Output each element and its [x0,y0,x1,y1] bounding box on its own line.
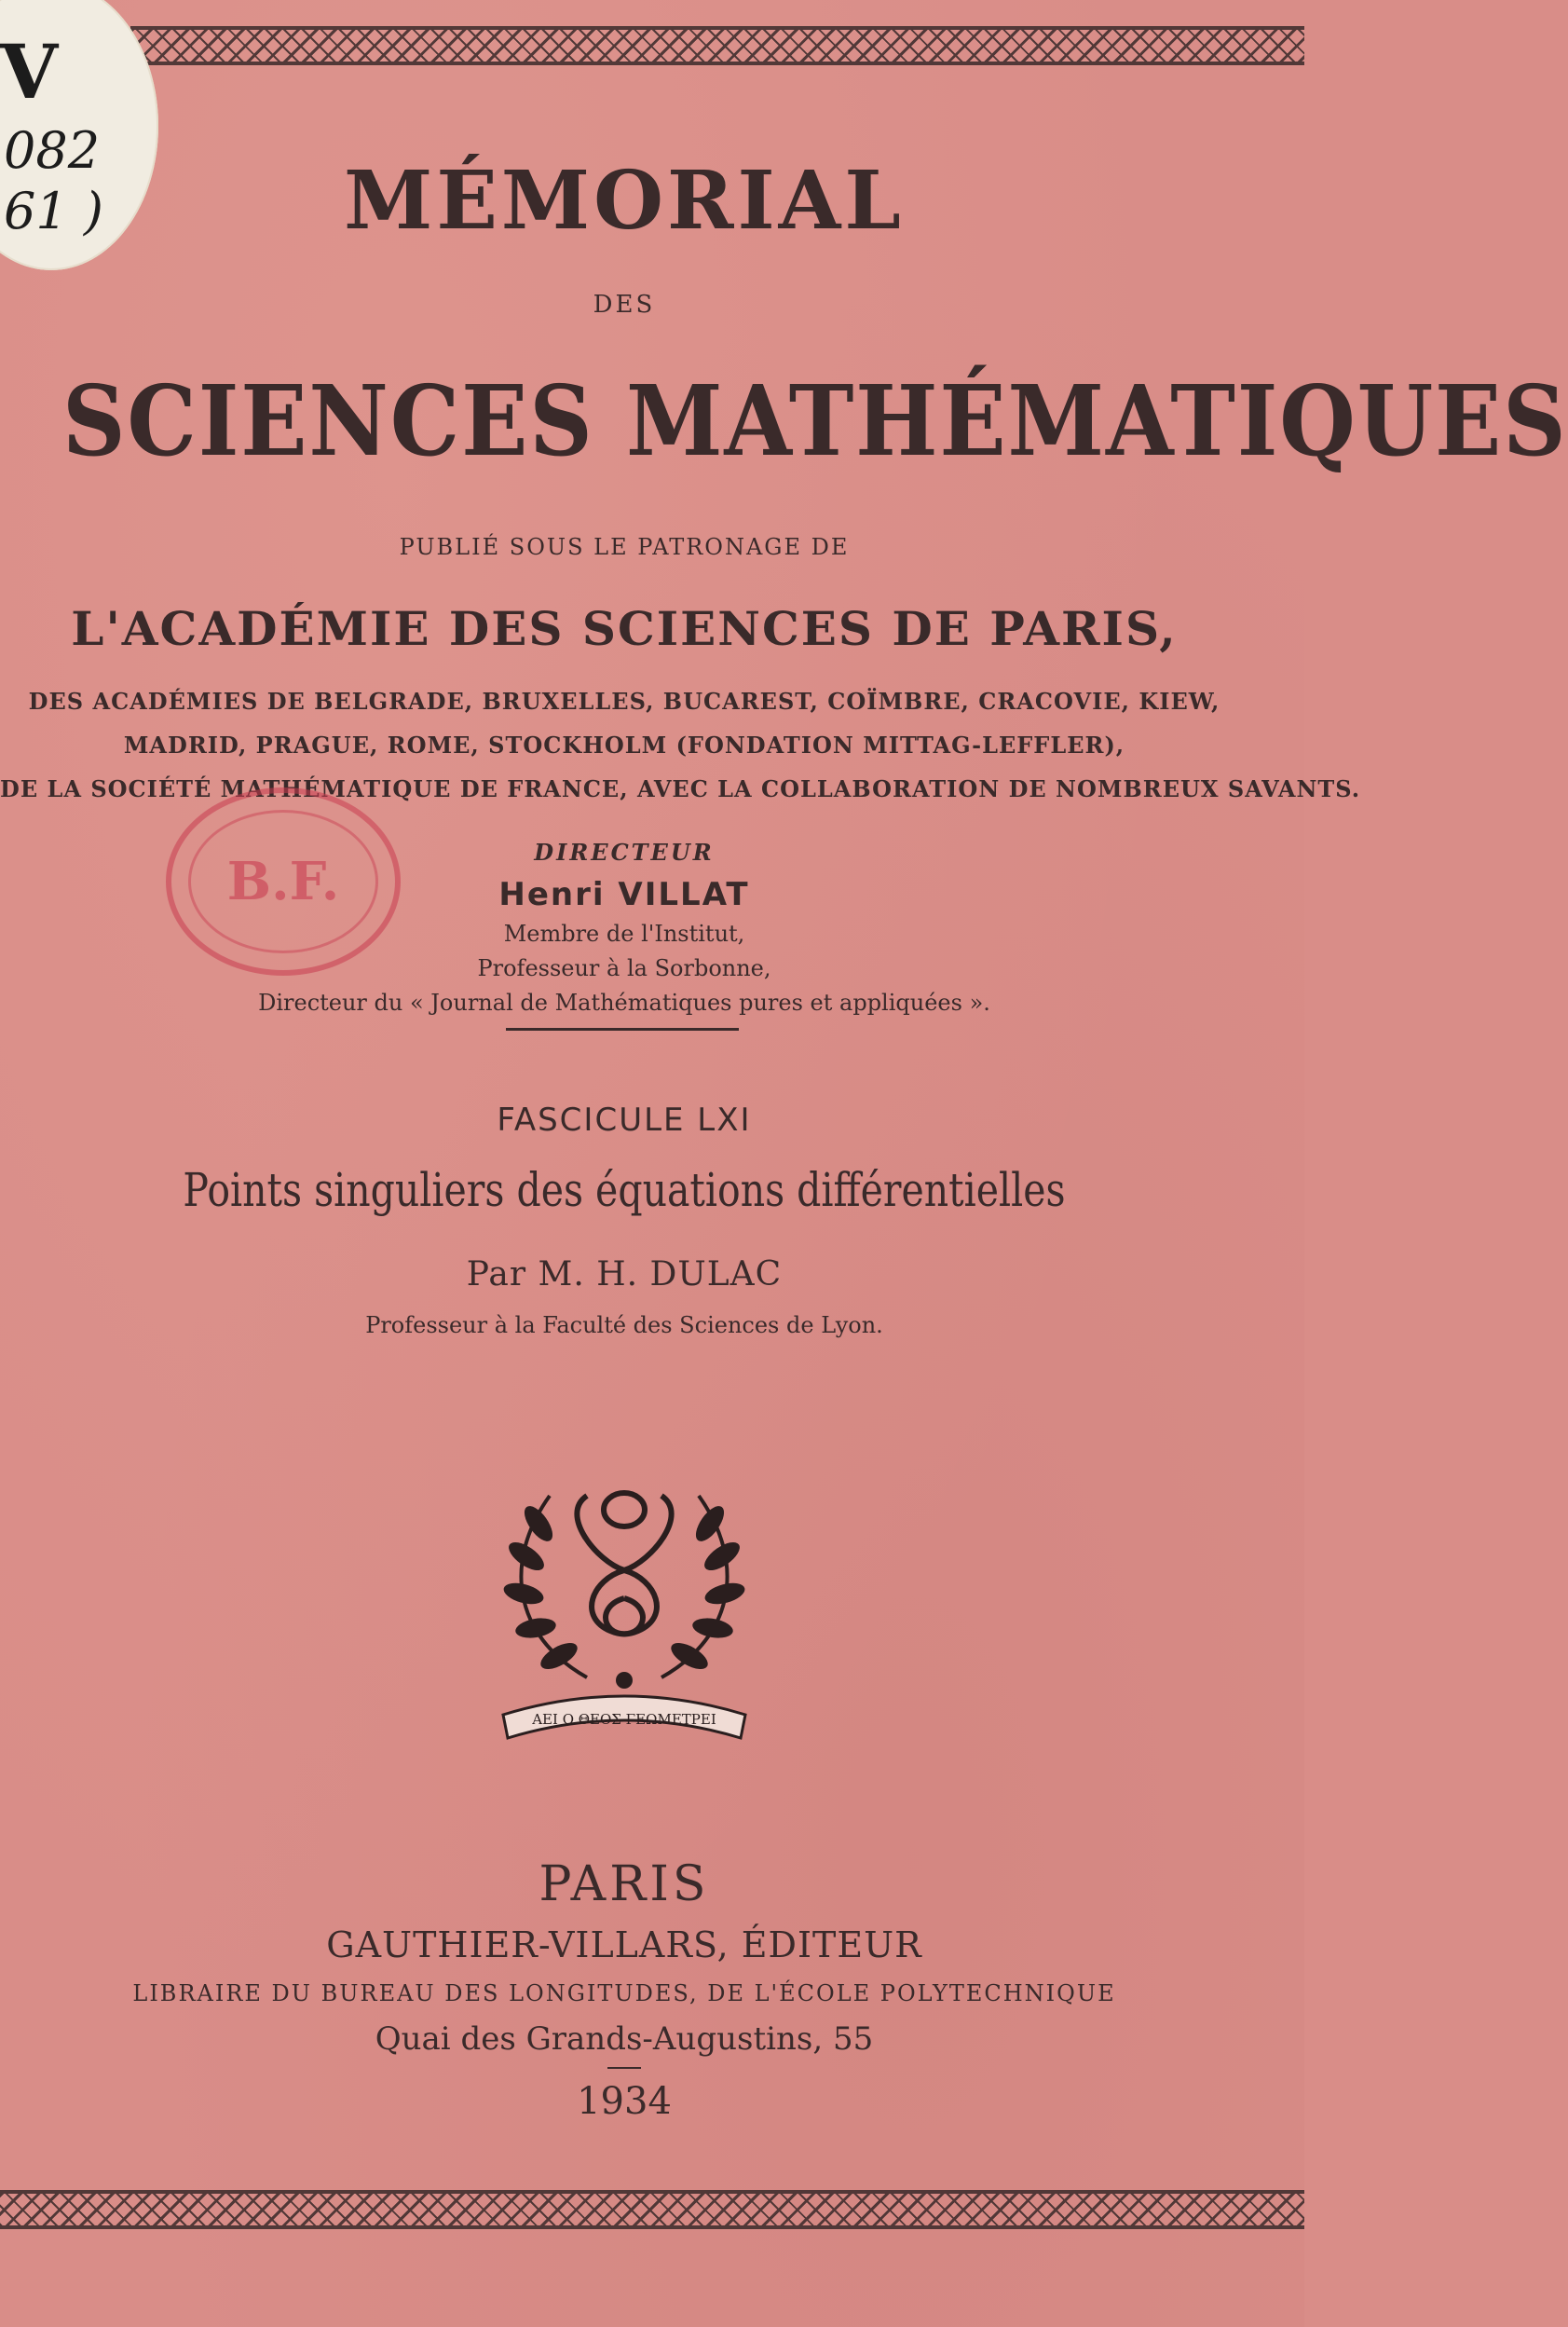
academies-line: MADRID, PRAGUE, ROME, STOCKHOLM (FONDATION MITTAG-LEFFLER), [123,732,1125,759]
imprint-address: Quai des Grands-Augustins, 55 [375,2020,874,2058]
directeur-title: Directeur du « Journal de Mathématiques pures et appliquées ». [258,990,990,1016]
year-divider [607,2067,641,2069]
section-divider [506,1028,739,1031]
author-role: Professeur à la Faculté des Sciences de Lyon. [365,1312,883,1338]
shelf-label-line: 61 ) [4,182,103,240]
directeur-name: Henri VILLAT [498,876,750,913]
series-title-memorial: MÉMORIAL [344,154,905,248]
laurel-monogram-icon [484,1458,764,1757]
emblem-motto: ΑΕΙ Ο ΘΕΟΣ ΓΕΩΜΕΤΡΕΙ [532,1711,716,1728]
directeur-title: Membre de l'Institut, [503,921,745,947]
series-title-des: DES [593,291,656,319]
imprint-libraire: LIBRAIRE DU BUREAU DES LONGITUDES, DE L'ÉCOLE POLYTECHNIQUE [132,1980,1116,2006]
imprint-year: 1934 [577,2080,672,2123]
imprint-publisher: GAUTHIER-VILLARS, ÉDITEUR [326,1924,922,1965]
book-title: Points singuliers des équations différentielles [183,1163,1066,1217]
academie-line: L'ACADÉMIE DES SCIENCES DE PARIS, [71,601,1178,656]
imprint-place: PARIS [539,1856,710,1912]
ornamental-border-bottom [0,2190,1304,2229]
academies-line: DES ACADÉMIES DE BELGRADE, BRUXELLES, BUCAREST, COÏMBRE, CRACOVIE, KIEW, [28,688,1220,715]
library-stamp-text: B.F. [226,851,340,912]
ornamental-border-top [130,26,1304,65]
shelf-label-line: V [0,28,59,116]
directeur-title: Professeur à la Sorbonne, [477,955,771,981]
patronage-line: PUBLIÉ SOUS LE PATRONAGE DE [399,534,850,560]
directeur-label: DIRECTEUR [534,839,715,866]
series-title-sciences: SCIENCES MATHÉMATIQUES [62,363,1568,478]
author-name: Par M. H. DULAC [466,1255,783,1294]
shelf-label-line: 082 [4,121,101,180]
fascicule-number: FASCICULE LXI [497,1102,752,1139]
academies-line: DE LA SOCIÉTÉ MATHÉMATIQUE DE FRANCE, AVEC LA COLLABORATION DE NOMBREUX SAVANTS. [0,775,1361,802]
